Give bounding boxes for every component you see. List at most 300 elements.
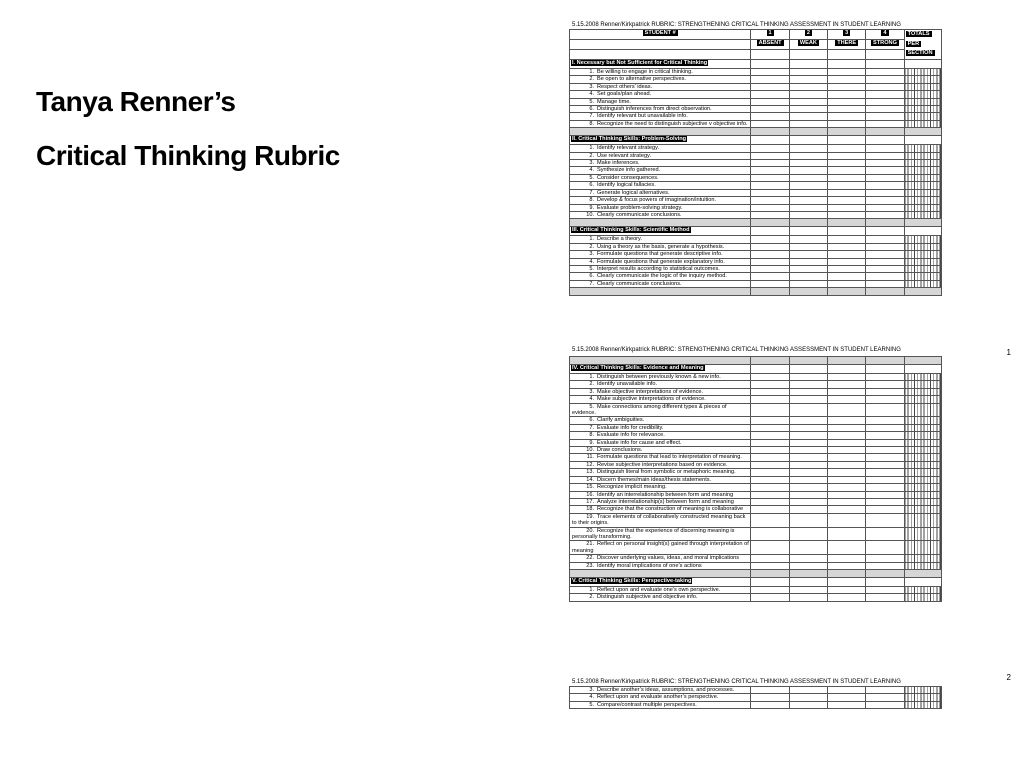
score-cell[interactable]: [866, 491, 904, 498]
score-cell[interactable]: [866, 204, 904, 211]
score-cell[interactable]: [828, 461, 866, 468]
rubric-item-row: [570, 469, 942, 476]
score-cell[interactable]: [789, 167, 827, 174]
score-cell[interactable]: [828, 687, 866, 694]
score-cell[interactable]: [866, 98, 904, 105]
totals-cell: [904, 251, 941, 258]
score-cell[interactable]: [866, 145, 904, 152]
item-number: 4.: [589, 167, 594, 174]
score-cell[interactable]: [866, 197, 904, 204]
totals-cell: [904, 167, 941, 174]
score-cell[interactable]: [828, 83, 866, 90]
rubric-item-row: [570, 251, 942, 258]
score-cell[interactable]: [751, 381, 789, 388]
score-cell[interactable]: [866, 687, 904, 694]
item-number: 17.: [586, 498, 594, 505]
score-cell[interactable]: [751, 98, 789, 105]
score-cell[interactable]: [789, 432, 827, 439]
rubric-item-row: [570, 280, 942, 287]
score-cell[interactable]: [789, 374, 827, 381]
totals-cell: [904, 562, 941, 569]
item-number: 6.: [589, 182, 594, 189]
score-cell[interactable]: [789, 160, 827, 167]
score-cell[interactable]: [866, 562, 904, 569]
score-cell[interactable]: [789, 258, 827, 265]
rating-strong-header: STRONG: [866, 40, 904, 50]
rubric-item-row: [570, 197, 942, 204]
score-cell[interactable]: [751, 243, 789, 250]
score-cell[interactable]: [789, 113, 827, 120]
score-cell[interactable]: [828, 273, 866, 280]
score-cell[interactable]: [751, 91, 789, 98]
item-text: Describe a theory.: [597, 236, 642, 243]
score-cell[interactable]: [866, 120, 904, 127]
score-cell[interactable]: [828, 694, 866, 701]
item-text: Reflect on personal insight(s) gained through interpretation of meaning: [572, 541, 749, 554]
item-text: Compare/contrast multiple perspectives.: [597, 701, 697, 708]
score-cell[interactable]: [751, 167, 789, 174]
score-cell[interactable]: [751, 586, 789, 593]
score-cell[interactable]: [866, 152, 904, 159]
score-cell[interactable]: [789, 98, 827, 105]
item-number: 14.: [586, 476, 594, 483]
totals-cell: [904, 91, 941, 98]
score-cell[interactable]: [751, 388, 789, 395]
score-cell[interactable]: [866, 374, 904, 381]
score-cell[interactable]: [828, 424, 866, 431]
score-cell[interactable]: [866, 694, 904, 701]
item-number: 10.: [586, 447, 594, 454]
score-cell[interactable]: [751, 204, 789, 211]
section-divider: [570, 219, 942, 227]
score-cell[interactable]: [828, 167, 866, 174]
totals-cell: [904, 69, 941, 76]
score-cell[interactable]: [789, 204, 827, 211]
item-text: Generate logical alternatives.: [597, 189, 670, 196]
totals-cell: [904, 204, 941, 211]
item-number: 18.: [586, 506, 594, 513]
item-text: Clarify ambiguities.: [597, 417, 645, 424]
score-cell[interactable]: [866, 432, 904, 439]
score-cell[interactable]: [828, 403, 866, 417]
score-cell[interactable]: [789, 498, 827, 505]
score-cell[interactable]: [828, 527, 866, 541]
score-cell[interactable]: [828, 182, 866, 189]
score-cell[interactable]: [828, 469, 866, 476]
score-cell[interactable]: [751, 396, 789, 403]
score-cell[interactable]: [828, 388, 866, 395]
score-cell[interactable]: [789, 174, 827, 181]
score-cell[interactable]: [866, 586, 904, 593]
score-cell[interactable]: [828, 120, 866, 127]
score-cell[interactable]: [789, 694, 827, 701]
item-number: 6.: [589, 417, 594, 424]
score-cell[interactable]: [866, 541, 904, 555]
score-cell[interactable]: [751, 447, 789, 454]
score-cell[interactable]: [828, 513, 866, 527]
score-cell[interactable]: [789, 91, 827, 98]
score-cell[interactable]: [789, 562, 827, 569]
document-header: 5.15.2008 Renner/Kirkpatrick RUBRIC: STRENGTHENING CRITICAL THINKING ASSESSMENT IN STUDENT LEARNING: [572, 679, 901, 685]
rubric-table-page1: STUDENT # 1 2 3 4 TOTALS PER SECTION ABSENT WEAK THERE STRONG I. Necessary but Not Sufficient for Critical Thinking 1. Be willing to engage in critical thinking. 2. Be open to alternative perspectives. 3. Respect others’ ideas. 4. Set goals/plan ahead. 5. Manage time. 6. Distinguish inferences from direct observation. 7. Identify relevant but unavailable info. 8. Recognize the need to distinguish subjective v objective info. II. Critical Thinking Skills: Problem-Solving 1. Identify relevant strategy. 2. Use relevant strategy. 3. Make inferences. 4. Synthesize info gathered. 5. Consider consequences. 6. Identify logical fallacies. 7. Generate logical alternatives. 8. Develop & focus powers of imagination/intuition. 9. Evaluate problem-solving strategy. 10. Clearly communicate conclusions. III. Critical Thinking Skills: Scientific Method 1. Describe a theory. 2. Using a theory as the basis, generate a hypothesis. 3. Formulate questions that generate descriptive info. 4. Formulate questions that generate explanatory info. 5. Interpret results according to statistical outcomes. 6. Clearly communicate the logic of the inquiry method. 7. Clearly communicate conclusions.: [569, 29, 942, 296]
score-cell[interactable]: [866, 273, 904, 280]
score-cell[interactable]: [751, 83, 789, 90]
score-cell[interactable]: [789, 491, 827, 498]
score-cell[interactable]: [866, 236, 904, 243]
score-cell[interactable]: [751, 211, 789, 218]
item-number: 19.: [586, 513, 594, 520]
score-cell[interactable]: [789, 541, 827, 555]
totals-cell: [904, 403, 941, 417]
score-cell[interactable]: [866, 243, 904, 250]
score-cell[interactable]: [828, 152, 866, 159]
score-cell[interactable]: [866, 424, 904, 431]
score-cell[interactable]: [751, 197, 789, 204]
score-cell[interactable]: [789, 555, 827, 562]
score-cell[interactable]: [866, 484, 904, 491]
score-cell[interactable]: [828, 701, 866, 708]
score-cell[interactable]: [828, 113, 866, 120]
score-cell[interactable]: [789, 106, 827, 113]
score-cell[interactable]: [789, 594, 827, 601]
score-cell[interactable]: [828, 204, 866, 211]
section-title: III. Critical Thinking Skills: Scientific Method: [572, 227, 690, 234]
totals-cell: [904, 513, 941, 527]
totals-cell: [904, 541, 941, 555]
score-cell[interactable]: [751, 491, 789, 498]
score-cell[interactable]: [866, 182, 904, 189]
score-cell[interactable]: [751, 513, 789, 527]
score-cell[interactable]: [828, 189, 866, 196]
section-divider: [570, 569, 942, 577]
item-text: Recognize the need to distinguish subjective v objective info.: [597, 120, 748, 127]
item-number: 15.: [586, 484, 594, 491]
score-cell[interactable]: [866, 174, 904, 181]
score-cell[interactable]: [866, 388, 904, 395]
score-cell[interactable]: [828, 476, 866, 483]
score-cell[interactable]: [789, 439, 827, 446]
score-cell[interactable]: [828, 76, 866, 83]
score-cell[interactable]: [789, 447, 827, 454]
score-cell[interactable]: [866, 211, 904, 218]
rubric-item-row: [570, 555, 942, 562]
score-cell[interactable]: [866, 476, 904, 483]
score-cell[interactable]: [789, 424, 827, 431]
score-cell[interactable]: [828, 258, 866, 265]
score-cell[interactable]: [751, 113, 789, 120]
section-title: II. Critical Thinking Skills: Problem-Solving: [572, 136, 687, 143]
totals-cell: [904, 280, 941, 287]
score-cell[interactable]: [828, 91, 866, 98]
section-title: I. Necessary but Not Sufficient for Critical Thinking: [572, 60, 708, 66]
rubric-item-row: [570, 586, 942, 593]
slide-title-line2: Critical Thinking Rubric: [36, 140, 340, 171]
score-cell[interactable]: [828, 454, 866, 461]
score-cell[interactable]: [751, 182, 789, 189]
score-cell[interactable]: [751, 258, 789, 265]
score-cell[interactable]: [828, 555, 866, 562]
score-cell[interactable]: [789, 280, 827, 287]
score-cell[interactable]: [751, 461, 789, 468]
section-title: IV. Critical Thinking Skills: Evidence and Meaning: [572, 365, 704, 371]
score-cell[interactable]: [828, 69, 866, 76]
item-text: Describe another’s ideas, assumptions, and processes.: [597, 687, 735, 693]
score-cell[interactable]: [789, 513, 827, 527]
score-cell[interactable]: [751, 174, 789, 181]
totals-cell: [904, 701, 941, 708]
item-text: Be open to alternative perspectives.: [597, 76, 686, 83]
score-cell[interactable]: [789, 76, 827, 83]
totals-cell: [904, 381, 941, 388]
score-cell[interactable]: [828, 381, 866, 388]
score-cell[interactable]: [866, 506, 904, 513]
score-cell[interactable]: [751, 106, 789, 113]
score-cell[interactable]: [866, 527, 904, 541]
score-cell[interactable]: [828, 498, 866, 505]
score-cell[interactable]: [789, 586, 827, 593]
score-cell[interactable]: [751, 189, 789, 196]
score-cell[interactable]: [751, 701, 789, 708]
score-cell[interactable]: [866, 469, 904, 476]
score-cell[interactable]: [789, 120, 827, 127]
score-cell[interactable]: [751, 251, 789, 258]
score-cell[interactable]: [828, 491, 866, 498]
item-number: 2.: [589, 381, 594, 388]
score-cell[interactable]: [866, 555, 904, 562]
score-cell[interactable]: [751, 562, 789, 569]
totals-cell: [904, 189, 941, 196]
item-number: 2.: [589, 76, 594, 83]
totals-cell: [904, 388, 941, 395]
item-text: Be willing to engage in critical thinking.: [597, 69, 693, 75]
score-cell[interactable]: [828, 541, 866, 555]
rubric-item-row: [570, 182, 942, 189]
score-cell[interactable]: [751, 694, 789, 701]
score-cell[interactable]: [789, 687, 827, 694]
score-cell[interactable]: [789, 484, 827, 491]
score-cell[interactable]: [828, 417, 866, 424]
score-cell[interactable]: [866, 513, 904, 527]
score-cell[interactable]: [866, 106, 904, 113]
score-cell[interactable]: [751, 687, 789, 694]
score-cell[interactable]: [751, 498, 789, 505]
score-cell[interactable]: [751, 432, 789, 439]
score-cell[interactable]: [866, 91, 904, 98]
score-cell[interactable]: [866, 396, 904, 403]
item-number: 5.: [589, 98, 594, 105]
score-cell[interactable]: [866, 76, 904, 83]
score-cell[interactable]: [828, 594, 866, 601]
score-cell[interactable]: [789, 396, 827, 403]
score-cell[interactable]: [789, 476, 827, 483]
item-number: 2.: [589, 152, 594, 159]
score-cell[interactable]: [751, 403, 789, 417]
score-cell[interactable]: [866, 83, 904, 90]
score-cell[interactable]: [789, 251, 827, 258]
item-number: 8.: [589, 197, 594, 204]
score-cell[interactable]: [789, 461, 827, 468]
score-cell[interactable]: [828, 243, 866, 250]
score-cell[interactable]: [866, 439, 904, 446]
score-cell[interactable]: [789, 189, 827, 196]
score-cell[interactable]: [751, 484, 789, 491]
score-cell[interactable]: [751, 424, 789, 431]
score-cell[interactable]: [751, 120, 789, 127]
totals-cell: [904, 120, 941, 127]
score-cell[interactable]: [828, 236, 866, 243]
score-cell[interactable]: [828, 506, 866, 513]
totals-cell: [904, 152, 941, 159]
score-cell[interactable]: [866, 417, 904, 424]
score-cell[interactable]: [789, 469, 827, 476]
score-cell[interactable]: [828, 251, 866, 258]
score-cell[interactable]: [828, 174, 866, 181]
score-cell[interactable]: [789, 69, 827, 76]
totals-cell: [904, 586, 941, 593]
item-number: 13.: [586, 469, 594, 476]
score-cell[interactable]: [828, 562, 866, 569]
totals-cell: [904, 258, 941, 265]
score-cell[interactable]: [866, 113, 904, 120]
score-cell[interactable]: [866, 258, 904, 265]
score-cell[interactable]: [751, 273, 789, 280]
score-cell[interactable]: [789, 152, 827, 159]
score-cell[interactable]: [789, 211, 827, 218]
score-cell[interactable]: [751, 160, 789, 167]
score-cell[interactable]: [828, 432, 866, 439]
item-text: Analyze interrelationship(s) between form and meaning: [597, 498, 734, 505]
score-cell[interactable]: [789, 454, 827, 461]
score-cell[interactable]: [751, 265, 789, 272]
score-cell[interactable]: [789, 273, 827, 280]
totals-cell: [904, 506, 941, 513]
score-cell[interactable]: [828, 374, 866, 381]
rubric-item-row: [570, 374, 942, 381]
score-cell[interactable]: [789, 417, 827, 424]
rubric-item-row: [570, 113, 942, 120]
score-cell[interactable]: [751, 280, 789, 287]
score-cell[interactable]: [751, 236, 789, 243]
score-cell[interactable]: [866, 381, 904, 388]
score-cell[interactable]: [789, 701, 827, 708]
rubric-item-row: [570, 432, 942, 439]
score-cell[interactable]: [789, 403, 827, 417]
score-cell[interactable]: [789, 83, 827, 90]
score-cell[interactable]: [828, 586, 866, 593]
score-cell[interactable]: [751, 374, 789, 381]
score-cell[interactable]: [866, 160, 904, 167]
score-cell[interactable]: [751, 555, 789, 562]
section-divider: [570, 288, 942, 296]
score-cell[interactable]: [789, 506, 827, 513]
score-cell[interactable]: [751, 69, 789, 76]
score-cell[interactable]: [789, 265, 827, 272]
item-text: Recognize that the experience of discerning meaning is personally transforming.: [572, 527, 735, 540]
score-cell[interactable]: [751, 469, 789, 476]
score-cell[interactable]: [751, 476, 789, 483]
rubric-item-row: [570, 243, 942, 250]
score-cell[interactable]: [751, 527, 789, 541]
totals-cell: [904, 243, 941, 250]
score-cell[interactable]: [828, 211, 866, 218]
score-cell[interactable]: [751, 145, 789, 152]
score-cell[interactable]: [751, 541, 789, 555]
item-text: Reflect upon and evaluate another’s perspective.: [597, 694, 719, 701]
item-text: Manage time.: [597, 98, 631, 105]
score-cell[interactable]: [828, 439, 866, 446]
score-cell[interactable]: [789, 236, 827, 243]
score-cell[interactable]: [828, 447, 866, 454]
score-cell[interactable]: [866, 447, 904, 454]
totals-cell: [904, 498, 941, 505]
score-cell[interactable]: [789, 388, 827, 395]
score-cell[interactable]: [828, 484, 866, 491]
score-cell[interactable]: [789, 527, 827, 541]
totals-cell: [904, 694, 941, 701]
score-cell[interactable]: [751, 152, 789, 159]
score-cell[interactable]: [789, 197, 827, 204]
totals-cell: [904, 432, 941, 439]
score-cell[interactable]: [751, 454, 789, 461]
rubric-item-row: [570, 396, 942, 403]
score-cell[interactable]: [828, 160, 866, 167]
score-cell[interactable]: [828, 106, 866, 113]
score-cell[interactable]: [866, 280, 904, 287]
score-cell[interactable]: [866, 69, 904, 76]
score-cell[interactable]: [866, 189, 904, 196]
score-cell[interactable]: [866, 167, 904, 174]
score-cell[interactable]: [866, 461, 904, 468]
score-cell[interactable]: [866, 403, 904, 417]
score-cell[interactable]: [866, 454, 904, 461]
score-cell[interactable]: [866, 701, 904, 708]
totals-cell: [904, 174, 941, 181]
score-cell[interactable]: [828, 98, 866, 105]
item-number: 3.: [589, 388, 594, 395]
score-cell[interactable]: [789, 145, 827, 152]
score-cell[interactable]: [751, 76, 789, 83]
item-number: 6.: [589, 106, 594, 113]
item-number: 4.: [589, 258, 594, 265]
score-cell[interactable]: [866, 498, 904, 505]
item-text: Identify logical fallacies.: [597, 182, 656, 189]
score-cell[interactable]: [828, 280, 866, 287]
score-cell[interactable]: [789, 182, 827, 189]
rubric-item-row: [570, 701, 942, 708]
score-cell[interactable]: [751, 594, 789, 601]
score-cell[interactable]: [866, 265, 904, 272]
score-cell[interactable]: [828, 145, 866, 152]
score-cell[interactable]: [751, 439, 789, 446]
score-cell[interactable]: [828, 197, 866, 204]
item-text: Identify an interrelationship between form and meaning: [597, 491, 734, 498]
totals-cell: [904, 527, 941, 541]
rubric-item-row: [570, 484, 942, 491]
totals-cell: [904, 687, 941, 694]
item-number: 4.: [589, 91, 594, 98]
score-cell[interactable]: [789, 243, 827, 250]
score-cell[interactable]: [828, 396, 866, 403]
score-cell[interactable]: [866, 251, 904, 258]
score-cell[interactable]: [828, 265, 866, 272]
score-cell[interactable]: [789, 381, 827, 388]
score-cell[interactable]: [751, 506, 789, 513]
rubric-item-row: [570, 476, 942, 483]
item-number: 5.: [589, 174, 594, 181]
score-cell[interactable]: [751, 417, 789, 424]
item-text: Respect others’ ideas.: [597, 83, 653, 90]
score-cell[interactable]: [866, 594, 904, 601]
